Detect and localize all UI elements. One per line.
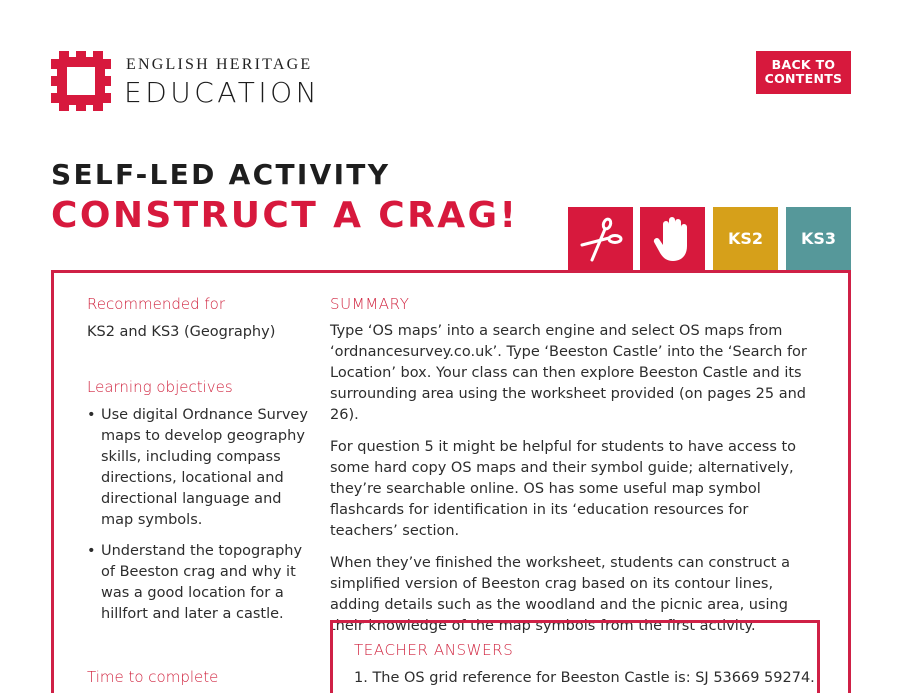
brand-org-name: ENGLISH HERITAGE [126,56,313,73]
ks2-tile: KS2 [713,207,778,270]
sidebar-info [87,295,312,686]
back-to-contents-button[interactable] [756,51,851,94]
time-to-complete-label: Time to complete [87,668,219,686]
summary-heading: SUMMARY [330,295,410,313]
summary-paragraph: Type ‘OS maps’ into a search engine and select OS maps from ‘ordnancesurvey.co.uk’. Type ‘Beeston Castle’ into the ‘Search for Location’ box. Your class can then explore Beeston Castle and its surrounding area using the worksheet provided (on pages 25 and 26). [330,323,807,423]
summary-section [330,295,820,648]
hand-icon [653,216,693,262]
back-button-line2: CONTENTS [764,71,843,86]
summary-paragraph: When they’ve finished the worksheet, students can construct a simplified version of Beeston crag based on its contour lines, adding details such as the woodland and the picnic area, using their knowledge of the map symbols from the first activity. [330,555,790,634]
teacher-answers-box [330,620,820,693]
objective-item: • Understand the topography of Beeston crag and why it was a good location for a hillfort and later a castle. [87,541,312,625]
teacher-answers-heading: TEACHER ANSWERS [354,641,514,659]
objective-item: • Use digital Ordnance Survey maps to develop geography skills, including compass directions, locational and directional language and map symbols. [87,405,312,531]
english-heritage-logo-icon [51,51,111,111]
hands-on-activity-tile [640,207,705,270]
page-subtitle: SELF-LED ACTIVITY [51,158,391,191]
learning-objectives-label: Learning objectives [87,378,233,396]
craft-activity-tile [568,207,633,270]
answer-item: 1. The OS grid reference for Beeston Castle is: SJ 53669 59274. [354,670,815,686]
ks3-tile: KS3 [786,207,851,270]
page-title: CONSTRUCT A CRAG! [51,195,519,236]
recommended-for-label: Recommended for [87,295,226,313]
scissors-icon [578,216,624,262]
back-button-line1: BACK TO [771,57,836,72]
recommended-for-value: KS2 and KS3 (Geography) [87,324,276,340]
brand-product-name: EDUCATION [124,76,321,109]
learning-objectives-list [87,405,312,625]
summary-paragraph: For question 5 it might be helpful for students to have access to some hard copy OS maps and their symbol guide; alternatively, they’re searchable online. OS has some useful map symbol flashcards for identification in its ‘education resources for teachers’ section. [330,439,797,539]
